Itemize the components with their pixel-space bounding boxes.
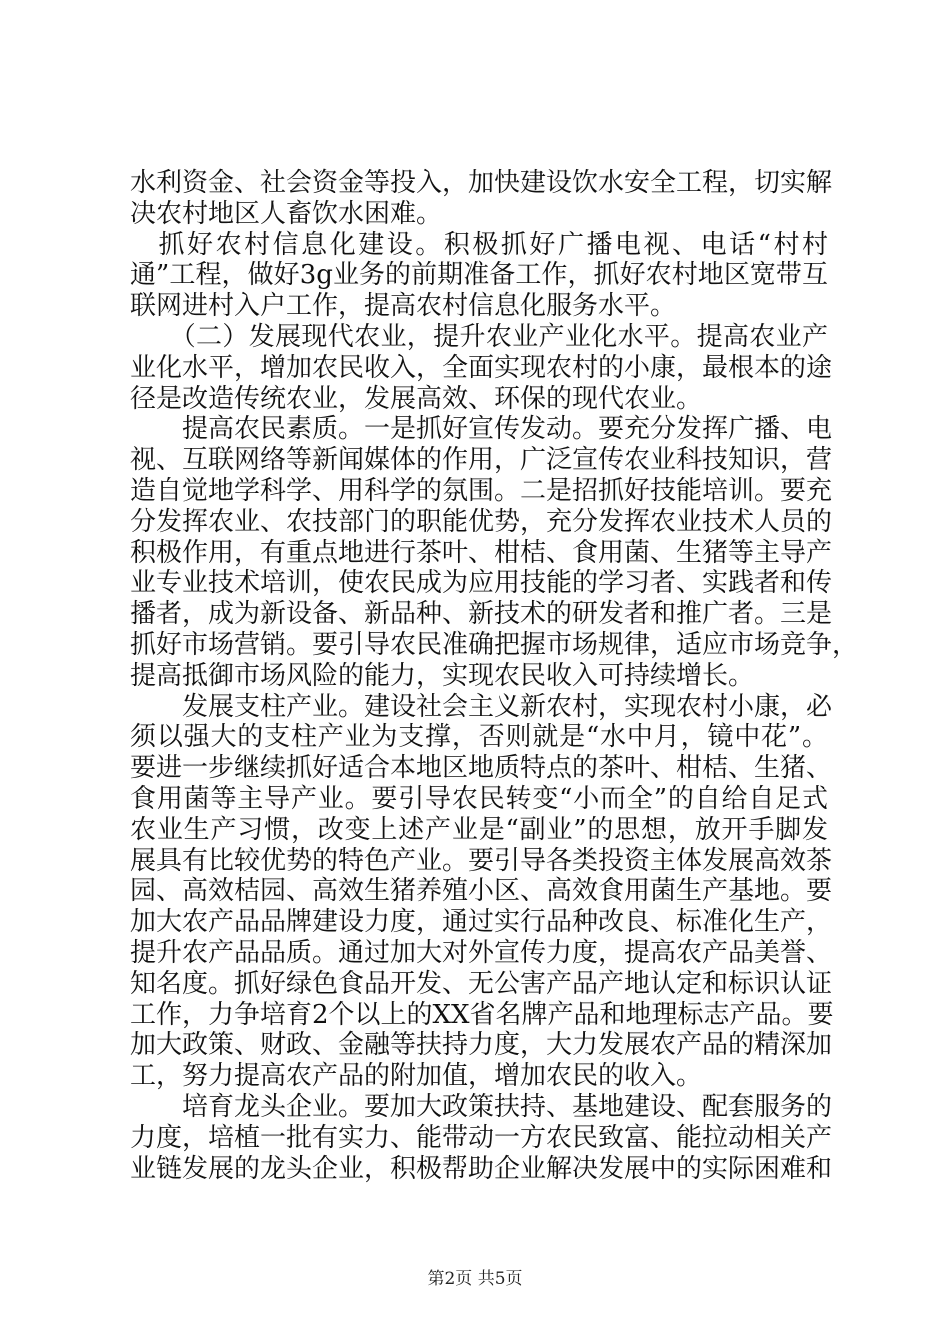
text-line: 水利资金、社会资金等投入，加快建设饮水安全工程，切实解: [130, 168, 833, 198]
text-line: 决农村地区人畜饮水困难。: [130, 198, 443, 229]
text-line: 提高农民素质。一是抓好宣传发动。要充分发挥广播、电: [130, 414, 833, 445]
text-line: （二）发展现代农业，提升农业产业化水平。提高农业产: [130, 321, 828, 352]
text-line: 抓好农村信息化建设。积极抓好广播电视、电话“村村: [130, 229, 828, 260]
text-line: 要进一步继续抓好适合本地区地质特点的茶叶、柑桔、生猪、: [130, 753, 833, 784]
text-line: 提升农产品品质。通过加大对外宣传力度，提高农产品美誉、: [130, 937, 833, 968]
text-line: 播者，成为新设备、新品种、新技术的研发者和推广者。三是: [130, 599, 833, 630]
text-line: 知名度。抓好绿色食品开发、无公害产品产地认定和标识认证: [130, 968, 833, 999]
text-line: 通”工程，做好3g业务的前期准备工作，抓好农村地区宽带互: [130, 260, 828, 291]
text-line: 加大农产品品牌建设力度，通过实行品种改良、标准化生产，: [130, 907, 833, 938]
text-line: 培育龙头企业。要加大政策扶持、基地建设、配套服务的: [130, 1091, 833, 1122]
document-body: [130, 168, 859, 1184]
text-line: 农业生产习惯，改变上述产业是“副业”的思想，放开手脚发: [130, 814, 828, 845]
text-line: 发展支柱产业。建设社会主义新农村，实现农村小康，必: [130, 691, 833, 722]
text-line: 工，努力提高农产品的附加值，增加农民的收入。: [130, 1061, 703, 1092]
text-line: 食用菌等主导产业。要引导农民转变“小而全”的自给自足式: [130, 783, 828, 814]
text-line: 展具有比较优势的特色产业。要引导各类投资主体发展高效茶: [130, 845, 833, 876]
text-line: 加大政策、财政、金融等扶持力度，大力发展农产品的精深加: [130, 1030, 833, 1061]
text-line: 造自觉地学科学、用科学的氛围。二是招抓好技能培训。要充: [130, 475, 833, 506]
text-line: 径是改造传统农业，发展高效、环保的现代农业。: [130, 383, 703, 414]
text-line: 联网进村入户工作，提高农村信息化服务水平。: [130, 291, 677, 322]
text-line: 业链发展的龙头企业，积极帮助企业解决发展中的实际困难和: [130, 1153, 833, 1184]
text-line: 须以强大的支柱产业为支撑，否则就是“水中月，镜中花”。: [130, 722, 828, 753]
text-line: 视、互联网络等新闻媒体的作用，广泛宣传农业科技知识，营: [130, 445, 833, 476]
text-line: 分发挥农业、农技部门的职能优势，充分发挥农业技术人员的: [130, 506, 833, 537]
text-line: 业专业技术培训，使农民成为应用技能的学习者、实践者和传: [130, 568, 833, 599]
text-line: 积极作用，有重点地进行茶叶、柑桔、食用菌、生猪等主导产: [130, 537, 833, 568]
text-line: 园、高效桔园、高效生猪养殖小区、高效食用菌生产基地。要: [130, 876, 833, 907]
text-line: 抓好市场营销。要引导农民准确把握市场规律，适应市场竞争，: [130, 629, 859, 660]
text-line: 工作，力争培育2个以上的XX省名牌产品和地理标志产品。要: [130, 999, 834, 1030]
text-line: 力度，培植一批有实力、能带动一方农民致富、能拉动相关产: [130, 1122, 833, 1153]
text-line: 提高抵御市场风险的能力，实现农民收入可持续增长。: [130, 660, 755, 691]
text-line: 业化水平，增加农民收入，全面实现农村的小康，最根本的途: [130, 352, 833, 383]
page-number-footer: 第2页 共5页: [427, 1269, 523, 1289]
